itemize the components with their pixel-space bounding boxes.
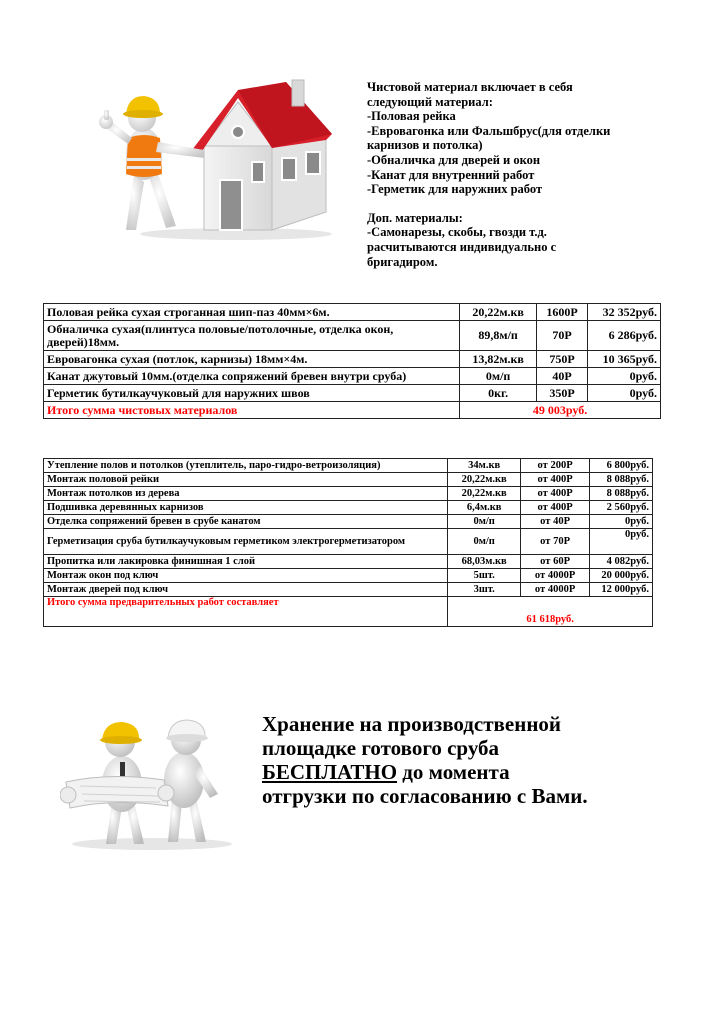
work-name: Герметизация сруба бутилкаучуковым герметиком электрогерметизатором bbox=[44, 529, 448, 555]
item-name: Герметик бутилкаучуковый для наружних швов bbox=[44, 385, 460, 402]
total-label: Итого сумма предварительных работ составляет bbox=[44, 597, 448, 627]
builder-white-helmet-icon bbox=[164, 720, 218, 842]
table-row bbox=[44, 569, 653, 583]
work-name: Отделка сопряжений бревен в срубе канатом bbox=[44, 515, 448, 529]
work-name: Подшивка деревянных карнизов bbox=[44, 501, 448, 515]
intro-line: следующий материал: bbox=[367, 94, 493, 109]
item-sum: 6 286руб. bbox=[588, 321, 661, 351]
table-row bbox=[44, 501, 653, 515]
work-sum: 20 000руб. bbox=[590, 569, 653, 583]
intro-spacer bbox=[367, 197, 702, 211]
work-qty: 34м.кв bbox=[448, 459, 521, 473]
intro-line: -Половая рейка bbox=[367, 109, 456, 124]
intro-line: карнизов и потолка) bbox=[367, 138, 483, 153]
work-name: Монтаж потолков из дерева bbox=[44, 487, 448, 501]
item-name: Половая рейка сухая строганная шип-паз 40мм×6м. bbox=[44, 304, 460, 321]
intro-line: -Канат для внутренний работ bbox=[367, 167, 535, 182]
item-qty: 89,8м/п bbox=[460, 321, 537, 351]
table-row bbox=[44, 515, 653, 529]
materials-description bbox=[367, 80, 702, 269]
work-sum: 4 082руб. bbox=[590, 555, 653, 569]
works-table bbox=[43, 458, 653, 627]
intro-line: -Обналичка для дверей и окон bbox=[367, 152, 541, 167]
table-row bbox=[44, 459, 653, 473]
storage-line: отгрузки по согласованию с Вами. bbox=[262, 784, 588, 808]
work-price: от 60Р bbox=[521, 555, 590, 569]
table-row bbox=[44, 529, 653, 555]
work-sum: 12 000руб. bbox=[590, 583, 653, 597]
work-price: от 200Р bbox=[521, 459, 590, 473]
item-sum: 0руб. bbox=[588, 368, 661, 385]
work-qty: 0м/п bbox=[448, 515, 521, 529]
extra-line: бригадиром. bbox=[367, 254, 438, 269]
work-price: от 4000Р bbox=[521, 583, 590, 597]
work-qty: 6,4м.кв bbox=[448, 501, 521, 515]
table-row bbox=[44, 385, 661, 402]
total-row bbox=[44, 597, 653, 627]
total-row bbox=[44, 402, 661, 419]
item-qty: 0кг. bbox=[460, 385, 537, 402]
builders-blueprint-illustration bbox=[60, 702, 240, 852]
table-row bbox=[44, 473, 653, 487]
work-price: от 4000Р bbox=[521, 569, 590, 583]
item-name: Обналичка сухая(плинтуса половые/потолочные, отделка окон, дверей)18мм. bbox=[44, 321, 460, 351]
work-qty: 5шт. bbox=[448, 569, 521, 583]
extra-line: -Самонарезы, скобы, гвозди т.д. bbox=[367, 225, 547, 240]
item-qty: 20,22м.кв bbox=[460, 304, 537, 321]
item-price: 350Р bbox=[537, 385, 588, 402]
storage-line: площадке готового сруба bbox=[262, 736, 500, 760]
free-emphasis: БЕСПЛАТНО bbox=[262, 760, 398, 784]
work-sum: 0руб. bbox=[590, 515, 653, 529]
work-price: от 400Р bbox=[521, 487, 590, 501]
intro-line: -Герметик для наружних работ bbox=[367, 182, 543, 197]
total-value: 61 618руб. bbox=[448, 597, 653, 627]
item-sum: 10 365руб. bbox=[588, 351, 661, 368]
table-row bbox=[44, 321, 661, 351]
work-sum: 8 088руб. bbox=[590, 473, 653, 487]
total-label: Итого сумма чистовых материалов bbox=[44, 402, 460, 419]
item-qty: 0м/п bbox=[460, 368, 537, 385]
item-sum: 32 352руб. bbox=[588, 304, 661, 321]
storage-line-rest: до момента bbox=[397, 760, 510, 784]
work-qty: 68,03м.кв bbox=[448, 555, 521, 569]
extra-line: Доп. материалы: bbox=[367, 210, 463, 225]
work-name: Монтаж окон под ключ bbox=[44, 569, 448, 583]
item-name: Канат джутовый 10мм.(отделка сопряжений бревен внутри сруба) bbox=[44, 368, 460, 385]
item-price: 40Р bbox=[537, 368, 588, 385]
worker-figure-icon bbox=[99, 96, 204, 230]
work-sum: 2 560руб. bbox=[590, 501, 653, 515]
finish-materials-table bbox=[43, 303, 661, 419]
intro-line: -Евровагонка или Фальшбрус(для отделки bbox=[367, 123, 611, 138]
table-row bbox=[44, 583, 653, 597]
work-price: от 400Р bbox=[521, 473, 590, 487]
work-qty: 0м/п bbox=[448, 529, 521, 555]
item-price: 1600Р bbox=[537, 304, 588, 321]
work-sum: 6 800руб. bbox=[590, 459, 653, 473]
item-qty: 13,82м.кв bbox=[460, 351, 537, 368]
free-storage-notice bbox=[262, 712, 702, 808]
table-row bbox=[44, 487, 653, 501]
table-row bbox=[44, 304, 661, 321]
storage-line bbox=[262, 760, 702, 784]
storage-line: Хранение на производственной bbox=[262, 712, 562, 736]
item-name: Евровагонка сухая (потлок, карнизы) 18мм×4м. bbox=[44, 351, 460, 368]
intro-line: Чистовой материал включает в себя bbox=[367, 80, 573, 94]
house-worker-illustration bbox=[96, 62, 332, 240]
item-price: 70Р bbox=[537, 321, 588, 351]
total-value: 49 003руб. bbox=[460, 402, 661, 419]
work-price: от 40Р bbox=[521, 515, 590, 529]
work-sum: 8 088руб. bbox=[590, 487, 653, 501]
work-sum: 0руб. bbox=[590, 529, 653, 555]
table-row bbox=[44, 351, 661, 368]
table-row bbox=[44, 555, 653, 569]
work-qty: 3шт. bbox=[448, 583, 521, 597]
work-name: Пропитка или лакировка финишная 1 слой bbox=[44, 555, 448, 569]
work-qty: 20,22м.кв bbox=[448, 487, 521, 501]
item-price: 750Р bbox=[537, 351, 588, 368]
work-name: Монтаж дверей под ключ bbox=[44, 583, 448, 597]
table-row bbox=[44, 368, 661, 385]
work-name: Утепление полов и потолков (утеплитель, паро-гидро-ветроизоляция) bbox=[44, 459, 448, 473]
item-sum: 0руб. bbox=[588, 385, 661, 402]
work-name: Монтаж половой рейки bbox=[44, 473, 448, 487]
work-price: от 400Р bbox=[521, 501, 590, 515]
extra-line: расчитываются индивидуально с bbox=[367, 239, 557, 254]
work-price: от 70Р bbox=[521, 529, 590, 555]
work-qty: 20,22м.кв bbox=[448, 473, 521, 487]
